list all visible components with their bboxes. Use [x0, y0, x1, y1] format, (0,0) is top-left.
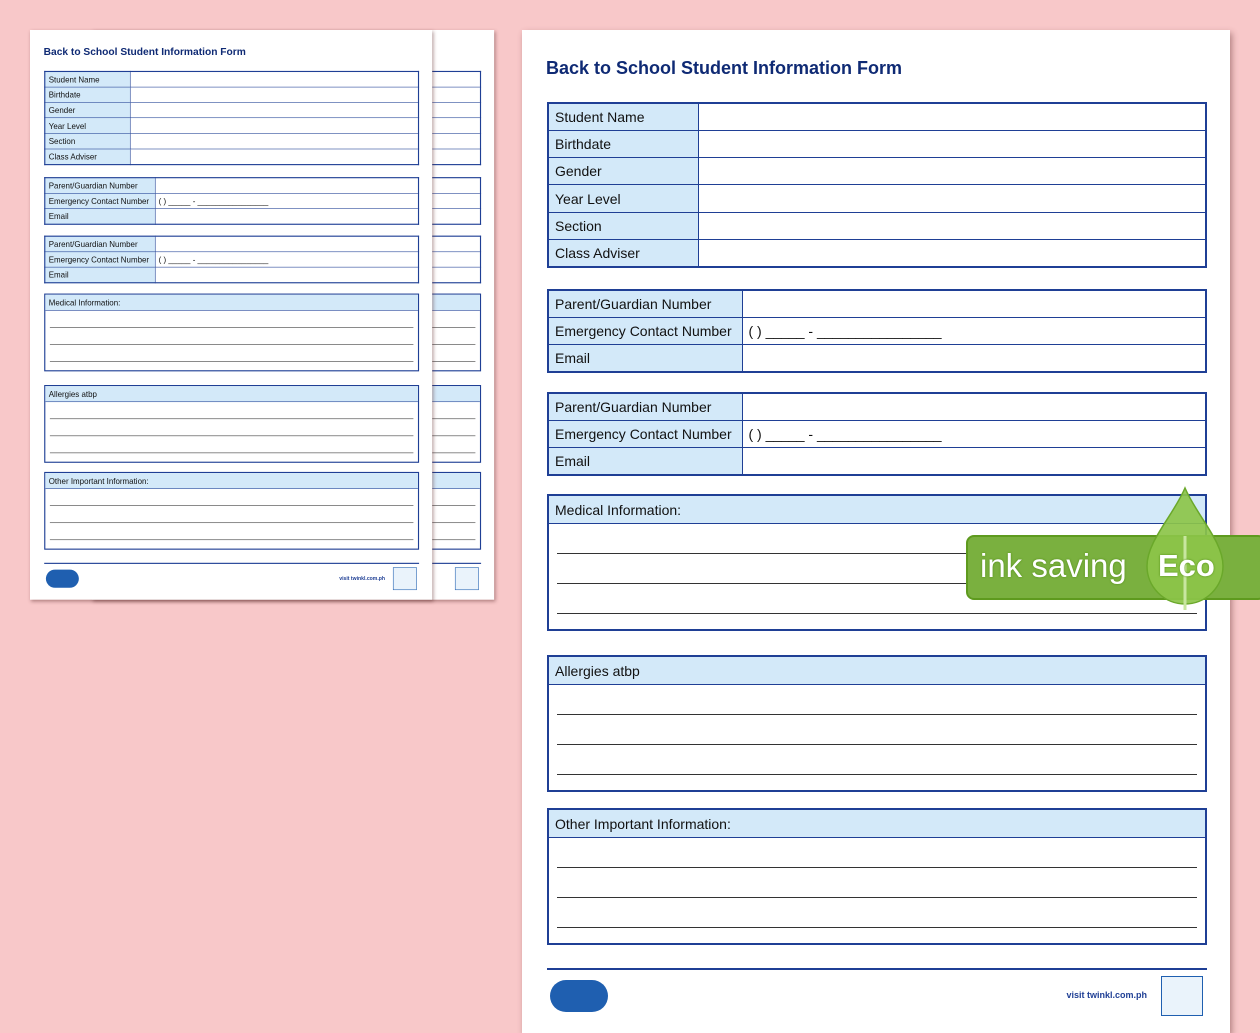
notes-section	[547, 808, 1207, 945]
website-text: visit twinkl.com.ph	[339, 575, 385, 581]
field-input[interactable]	[155, 193, 419, 209]
field-label: Email	[45, 267, 155, 283]
section-heading: Medical Information:	[549, 496, 1205, 524]
field-input[interactable]	[130, 149, 419, 165]
student-info-table	[547, 102, 1207, 268]
table-row	[548, 130, 1206, 157]
field-input[interactable]	[130, 87, 419, 103]
field-input[interactable]	[698, 185, 1206, 212]
notes-section	[547, 655, 1207, 792]
write-line[interactable]	[50, 327, 414, 328]
write-line[interactable]	[557, 613, 1197, 614]
table-row	[45, 118, 419, 134]
field-label: Email	[548, 448, 742, 475]
field-input[interactable]	[155, 236, 419, 252]
field-input[interactable]	[742, 317, 1206, 344]
table-row	[548, 345, 1206, 372]
section-heading: Other Important Information:	[45, 473, 418, 489]
field-input[interactable]	[742, 448, 1206, 475]
notes-section	[44, 385, 419, 463]
field-input[interactable]	[742, 345, 1206, 372]
field-label: Emergency Contact Number	[45, 193, 155, 209]
table-row	[45, 71, 419, 87]
write-line[interactable]	[50, 453, 414, 454]
contact-table-1	[44, 177, 419, 225]
table-row	[548, 393, 1206, 420]
field-label: Student Name	[548, 103, 698, 130]
write-line[interactable]	[557, 927, 1197, 928]
field-input[interactable]	[698, 212, 1206, 239]
page-footer	[547, 968, 1207, 1000]
write-line[interactable]	[50, 436, 414, 437]
field-label: Emergency Contact Number	[548, 420, 742, 447]
front-page-thumbnail	[30, 30, 432, 600]
section-heading: Other Important Information:	[549, 810, 1205, 838]
phone-blank: ( ) _____ - ________________	[158, 254, 269, 264]
eco-label: Eco	[1158, 548, 1215, 583]
field-input[interactable]	[130, 71, 419, 87]
table-row	[45, 178, 419, 194]
table-row	[548, 158, 1206, 185]
field-input[interactable]	[698, 239, 1206, 266]
table-row	[548, 420, 1206, 447]
field-label: Parent/Guardian Number	[548, 393, 742, 420]
write-line[interactable]	[50, 361, 414, 362]
field-input[interactable]	[742, 393, 1206, 420]
page-preview-large	[522, 30, 1230, 1033]
field-label: Birthdate	[45, 87, 130, 103]
section-heading: Allergies atbp	[549, 657, 1205, 685]
contact-table-1	[547, 289, 1207, 373]
field-input[interactable]	[130, 133, 419, 149]
table-row	[548, 448, 1206, 475]
table-row	[548, 185, 1206, 212]
form-title: Back to School Student Information Form	[43, 45, 246, 58]
field-input[interactable]	[130, 118, 419, 134]
write-line[interactable]	[50, 344, 414, 345]
field-input[interactable]	[130, 102, 419, 118]
table-row	[548, 290, 1206, 317]
field-input[interactable]	[698, 130, 1206, 157]
twinkl-logo	[46, 570, 79, 588]
field-label: Emergency Contact Number	[45, 252, 155, 268]
field-label: Class Adviser	[45, 149, 130, 165]
field-label: Class Adviser	[548, 239, 698, 266]
write-line[interactable]	[50, 505, 414, 506]
contact-table-2	[44, 236, 419, 284]
section-heading: Medical Information:	[45, 295, 418, 311]
field-label: Section	[548, 212, 698, 239]
section-heading: Allergies atbp	[45, 386, 418, 402]
field-input[interactable]	[742, 290, 1206, 317]
table-row	[45, 267, 419, 283]
table-row	[45, 236, 419, 252]
field-label: Birthdate	[548, 130, 698, 157]
table-row	[45, 102, 419, 118]
field-label: Gender	[45, 102, 130, 118]
write-line[interactable]	[557, 744, 1197, 745]
table-row	[45, 193, 419, 209]
table-row	[45, 209, 419, 225]
student-info-table	[44, 71, 419, 165]
field-label: Parent/Guardian Number	[548, 290, 742, 317]
write-line[interactable]	[557, 774, 1197, 775]
table-row	[45, 252, 419, 268]
field-label: Student Name	[45, 71, 130, 87]
table-row	[45, 149, 419, 165]
field-label: Parent/Guardian Number	[45, 236, 155, 252]
notes-section	[44, 294, 419, 372]
field-input[interactable]	[155, 267, 419, 283]
table-row	[548, 212, 1206, 239]
field-input[interactable]	[742, 420, 1206, 447]
ink-saving-label: ink saving	[980, 547, 1127, 584]
field-input[interactable]	[698, 158, 1206, 185]
table-row	[548, 239, 1206, 266]
field-label: Gender	[548, 158, 698, 185]
form-title: Back to School Student Information Form	[546, 58, 903, 78]
table-row	[45, 87, 419, 103]
field-label: Parent/Guardian Number	[45, 178, 155, 194]
notes-section	[44, 472, 419, 550]
contact-table-2	[547, 392, 1207, 476]
field-label: Year Level	[548, 185, 698, 212]
write-line[interactable]	[557, 714, 1197, 715]
field-label: Email	[548, 345, 742, 372]
phone-blank: ( ) _____ - ________________	[158, 196, 269, 206]
write-line[interactable]	[557, 897, 1197, 898]
table-row	[548, 317, 1206, 344]
page-footer	[44, 563, 419, 581]
quality-badge-icon	[455, 567, 479, 590]
write-line[interactable]	[50, 522, 414, 523]
write-line[interactable]	[50, 419, 414, 420]
field-input[interactable]	[698, 103, 1206, 130]
field-input[interactable]	[155, 178, 419, 194]
field-label: Email	[45, 209, 155, 225]
quality-badge-icon	[393, 567, 417, 590]
phone-blank: ( ) _____ - ________________	[748, 425, 942, 442]
field-label: Emergency Contact Number	[548, 317, 742, 344]
write-line[interactable]	[557, 867, 1197, 868]
quality-badge-icon	[1161, 976, 1203, 1016]
table-row	[45, 133, 419, 149]
field-label: Year Level	[45, 118, 130, 134]
table-row	[548, 103, 1206, 130]
twinkl-logo	[550, 980, 608, 1012]
field-input[interactable]	[155, 252, 419, 268]
website-text: visit twinkl.com.ph	[1066, 990, 1147, 1000]
phone-blank: ( ) _____ - ________________	[748, 322, 942, 339]
field-input[interactable]	[155, 209, 419, 225]
field-label: Section	[45, 133, 130, 149]
write-line[interactable]	[50, 539, 414, 540]
